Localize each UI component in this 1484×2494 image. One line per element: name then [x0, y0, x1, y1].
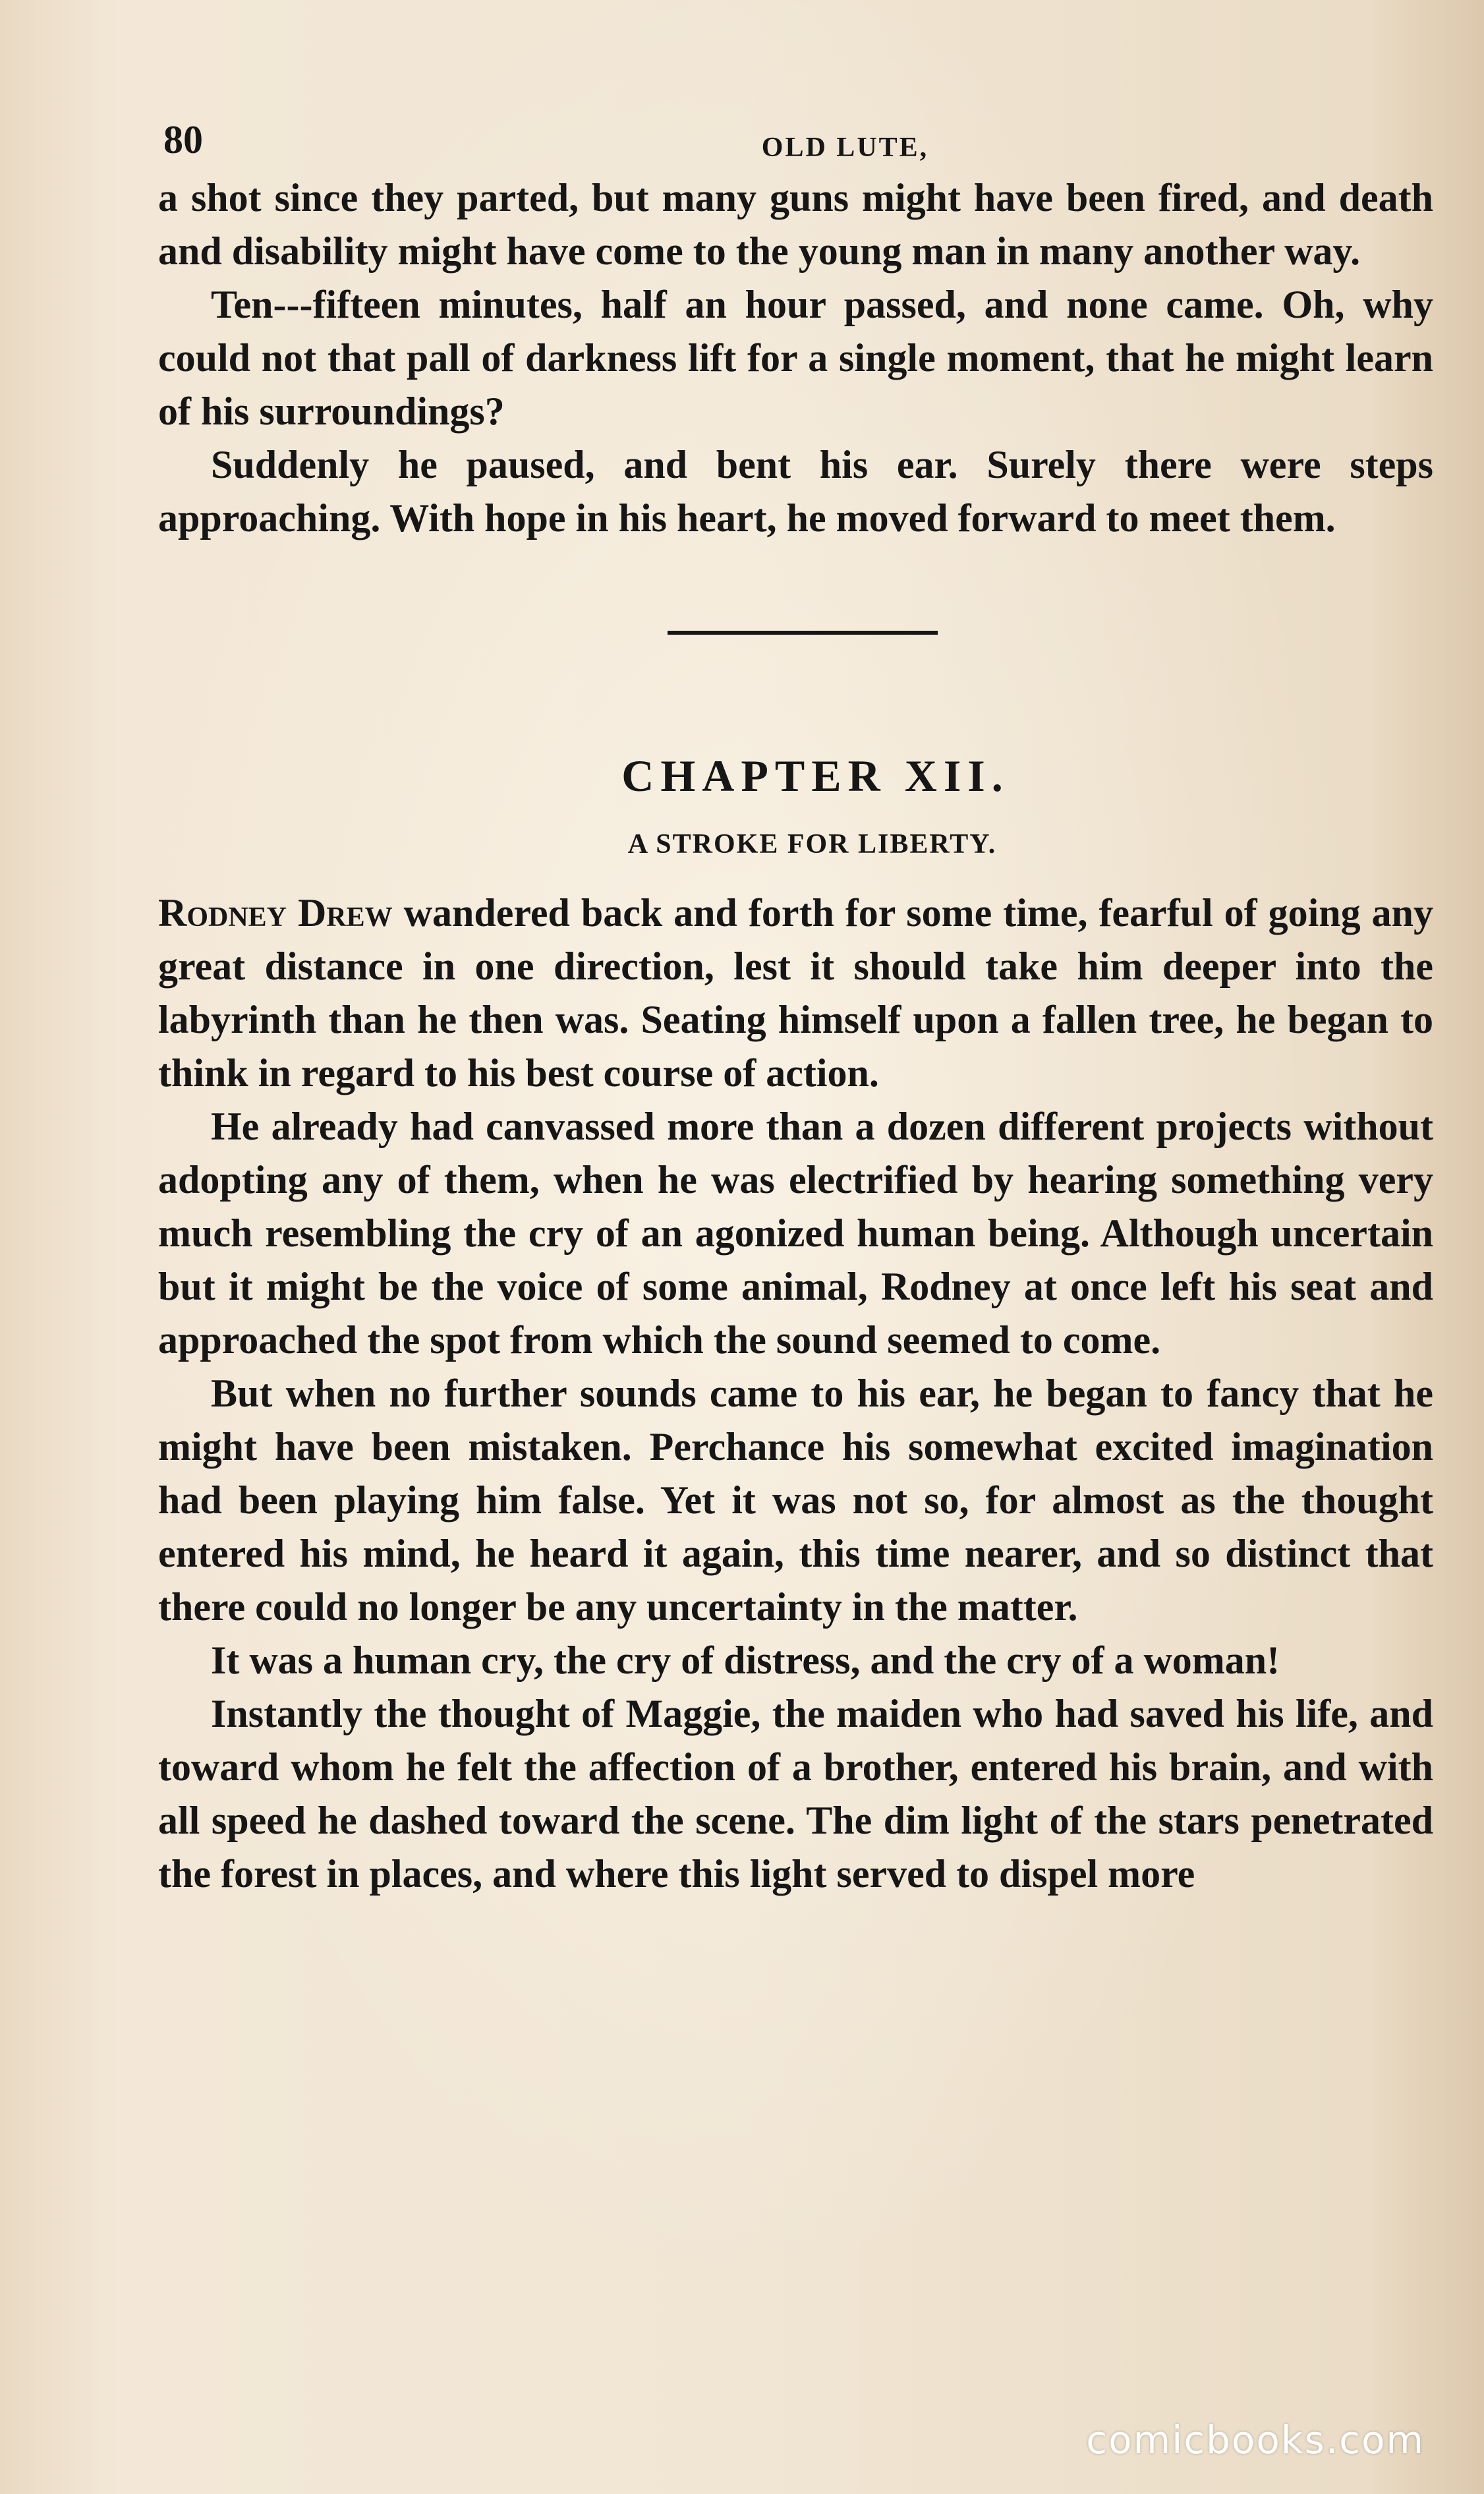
page-content [158, 112, 1433, 1901]
chapter-heading: CHAPTER XII. [621, 751, 1010, 801]
running-head [158, 112, 1433, 171]
paragraph: It was a human cry, the cry of distress, and the cry of a woman! [211, 1638, 1280, 1682]
running-title: OLD LUTE, [761, 132, 929, 163]
opening-paragraph [158, 886, 1433, 1100]
paragraph: Instantly the thought of Maggie, the maiden who had saved his life, and toward whom he felt the affection of a brother, entered his brain, and with all speed he dashed toward the scene. The dim light of the stars penetrated the forest in places, and where this light served to dispel more [158, 1692, 1433, 1896]
paragraph: Suddenly he paused, and bent his ear. Surely there were steps approaching. With hope in his heart, he moved forward to meet them. [158, 443, 1433, 540]
opening-text: wandered back and forth for some time, fearful of going any great distance in one direction, lest it should take him deeper into the labyrinth than he then was. Seating himself upon a fallen tree, he began to think in regard to his best course of action. [158, 891, 1433, 1095]
chapter-subtitle: A STROKE FOR LIBERTY. [627, 829, 997, 859]
paragraph: a shot since they parted, but many guns might have been fired, and death and disability might have come to the young man in many another way. [158, 176, 1433, 273]
watermark: comicbooks.com [1086, 2418, 1425, 2462]
page-number: 80 [163, 118, 203, 161]
opening-name: Rodney Drew [158, 891, 393, 935]
paragraph: But when no further sounds came to his ear, he began to fancy that he might have been mistaken. Perchance his somewhat excited imagination had been playing him false. Yet it was not so, for almost as the thought entered his mind, he heard it again, this time nearer, and so distinct that there could no longer be any uncertainty in the matter. [158, 1372, 1433, 1629]
paragraph: Ten---fifteen minutes, half an hour passed, and none came. Oh, why could not that pall of darkness lift for a single moment, that he might learn of his surroundings? [158, 283, 1433, 433]
section-divider [668, 631, 938, 635]
paragraph: He already had canvassed more than a dozen different projects without adopting any of them, when he was electrified by hearing something very much resembling the cry of an agonized human being. Although uncertain but it might be the voice of some animal, Rodney at once left his seat and approached the spot from which the sound seemed to come. [158, 1105, 1433, 1362]
